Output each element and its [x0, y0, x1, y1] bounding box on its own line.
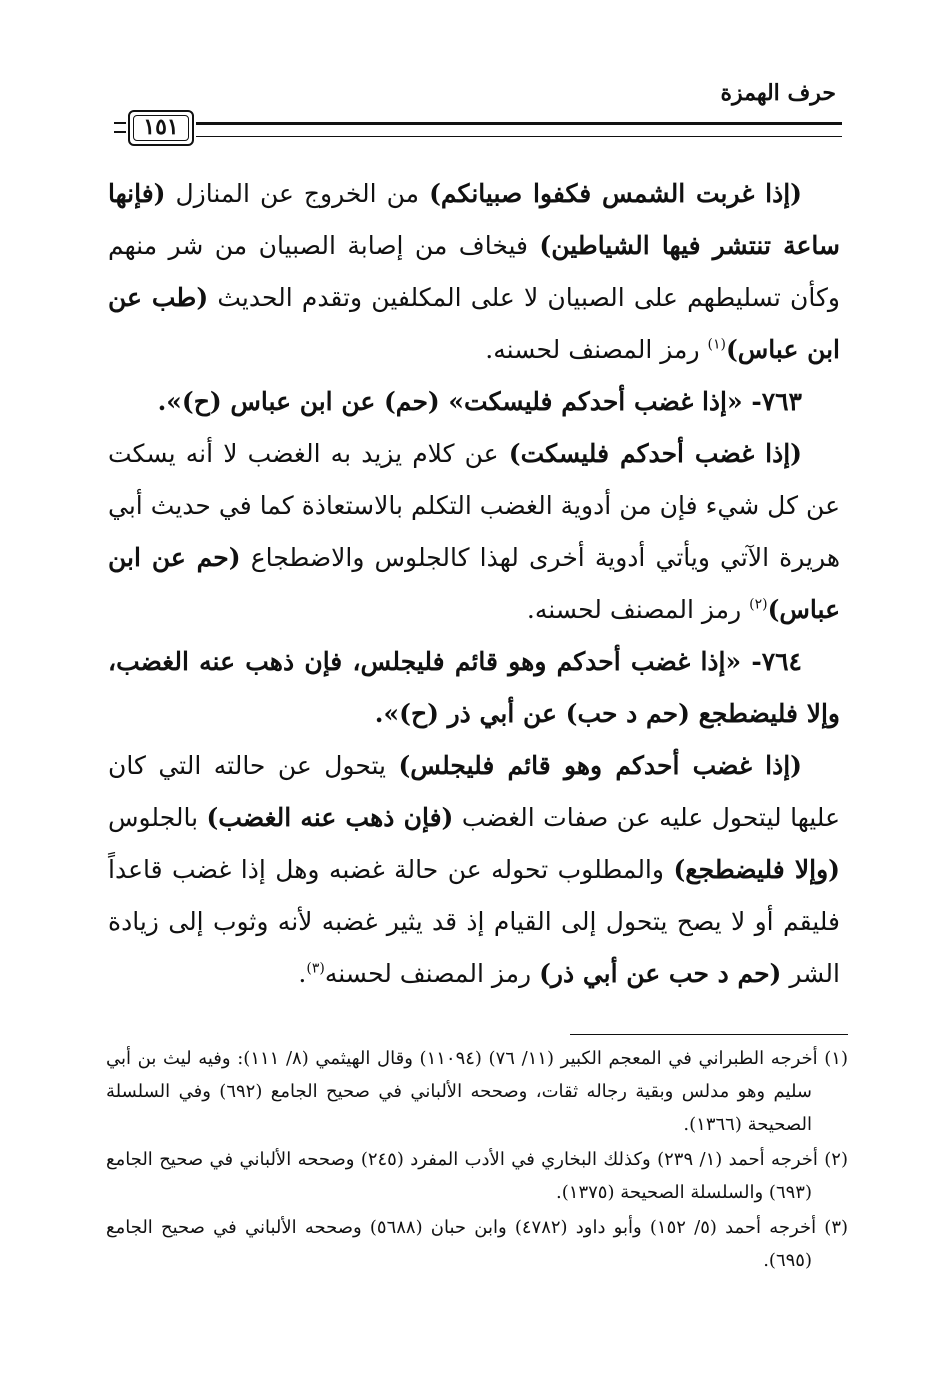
text-run: رمز المصنف لحسنه. [485, 335, 708, 364]
footnote-2: (٢) أخرجه أحمد (١/ ٢٣٩) وكذلك البخاري في الأدب المفرد (٢٤٥) وصححه الألباني في صحيح الجامع (٦٩٣) والسلسلة الصحيحة (١٣٧٥). [106, 1149, 848, 1203]
page-header [0, 0, 946, 160]
running-title: حرف الهمزة [720, 80, 836, 106]
bold-phrase: (حم عن ابن عباس) [108, 543, 840, 624]
text-run: فيخاف من إصابة الصبيان من شر منهم وكأن تسليطهم على الصبيان لا على المكلفين وتقدم الحديث [108, 231, 840, 312]
bold-phrase: (إذا غضب أحدكم وهو قائم فليجلس) [398, 751, 802, 780]
footnotes [106, 1042, 848, 1279]
footnote-3: (٣) أخرجه أحمد (٥/ ١٥٢) وأبو داود (٤٧٨٢) وابن حبان (٥٦٨٨) وصححه الألباني في صحيح الجامع (٦٩٥). [106, 1217, 849, 1271]
paragraph [108, 740, 840, 1000]
text-run: والمطلوب تحوله عن حالة غضبه وهل إذا غضب قاعداً فليقم أو لا يصح يتحول إلى القيام إذ قد يثير غضبه لأنه وثوب إلى زيادة الشر [108, 855, 840, 988]
paragraph [108, 376, 840, 428]
text-run: بالجلوس [108, 803, 207, 832]
bold-phrase: (فإنها ساعة تنتشر فيها الشياطين) [108, 179, 840, 260]
text-run: رمز المصنف لحسنه. [526, 595, 750, 624]
page-number: ١٥١ [128, 110, 194, 146]
footnote-marker: (٣) [306, 960, 325, 977]
bold-phrase: ٧٦٣- «إذا غضب أحدكم فليسكت» (حم) عن ابن عباس (ح)». [157, 387, 802, 416]
text-run: يتحول عن حالته التي كان عليها ليتحول عليه عن صفات الغضب [108, 751, 840, 832]
paragraph [108, 168, 840, 376]
paragraph [108, 636, 840, 740]
bold-phrase: ٧٦٤- «إذا غضب أحدكم وهو قائم فليجلس، فإن ذهب عنه الغضب، وإلا فليضطجع (حم د حب) عن أبي ذر (ح)». [108, 647, 840, 728]
bold-phrase: (فإن ذهب عنه الغضب) [206, 803, 454, 832]
main-text [108, 168, 840, 1000]
text-run: عن كلام يزيد به الغضب لا أنه يسكت عن كل شيء فإن من أدوية الغضب التكلم بالاستعاذة كما في حديث أبي هريرة الآتي ويأتي أدوية أخرى لهذا كالجلوس والاضطجاع [108, 439, 840, 572]
footnote-marker: (١) [707, 336, 726, 353]
bold-phrase: (وإلا فليضطجع) [673, 855, 841, 884]
text-run: . [298, 959, 307, 988]
text-run: من الخروج عن المنازل [165, 179, 430, 208]
bold-phrase: (إذا غضب أحدكم فليسكت) [508, 439, 802, 468]
bold-phrase: (طب عن ابن عباس) [108, 283, 840, 364]
header-rule-stub [114, 122, 126, 133]
header-rule [196, 122, 842, 137]
bold-phrase: (حم د حب عن أبي ذر) [539, 959, 782, 988]
bold-phrase: (إذا غربت الشمس فكفوا صبيانكم) [429, 179, 802, 208]
footnote-marker: (٢) [749, 596, 768, 613]
text-run: رمز المصنف لحسنه [324, 959, 540, 988]
paragraph [108, 428, 840, 636]
footnote-1: (١) أخرجه الطبراني في المعجم الكبير (١١/ ٧٦) (١١٠٩٤) وقال الهيثمي (٨/ ١١١): وفيه ليث بن أبي سليم وهو مدلس وبقية رجاله ثقات، وصححه الألباني في صحيح الجامع (٦٩٢) وفي السلسلة الصحيحة (١٣٦٦). [106, 1048, 848, 1135]
footnote-separator [570, 1034, 848, 1035]
